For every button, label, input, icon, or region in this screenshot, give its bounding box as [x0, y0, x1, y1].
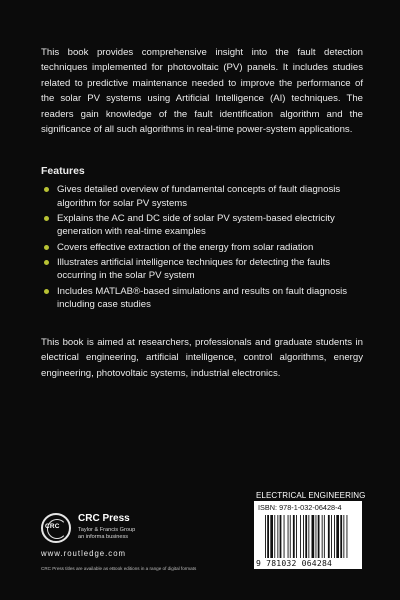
bullet-icon: [44, 260, 49, 265]
feature-text: Explains the AC and DC side of solar PV system-based electricity generation with real-time examples: [57, 212, 335, 238]
features-list: [41, 183, 366, 313]
ebook-note: CRC Press titles are available as eBook editions in a range of digital formats: [41, 566, 197, 571]
feature-item: [41, 183, 366, 210]
publisher-group: Taylor & Francis Group: [78, 527, 136, 533]
logo-text: CRC: [45, 523, 60, 530]
feature-text: Gives detailed overview of fundamental concepts of fault diagnosis algorithm for solar PV systems: [57, 184, 341, 209]
publisher-business: an informa business: [78, 534, 129, 540]
category-label: ELECTRICAL ENGINEERING: [256, 491, 366, 500]
publisher-subtitle: [78, 527, 135, 541]
feature-text: Illustrates artificial intelligence techniques for detecting the faults occurring in the solar PV system: [57, 256, 331, 282]
publisher-name: CRC Press: [78, 513, 130, 524]
feature-text: Includes MATLAB®-based simulations and results on fault diagnosis including case studies: [57, 285, 348, 311]
feature-item: [41, 212, 366, 239]
barcode-box: [254, 501, 362, 569]
audience-paragraph: This book is aimed at researchers, professionals and graduate students in electrical engineering, artificial intelligence, control algorithms, energy engineering, photovoltaic systems, industrial electronics.: [41, 337, 363, 379]
bullet-icon: [44, 289, 49, 294]
website-link[interactable]: www.routledge.com: [41, 549, 127, 558]
bullet-icon: [44, 216, 49, 221]
feature-text: Covers effective extraction of the energy from solar radiation: [57, 241, 314, 253]
feature-item: [41, 285, 366, 312]
feature-item: [41, 241, 366, 255]
barcode-number: 9 781032 064284: [256, 558, 333, 568]
barcode-icon: [265, 515, 357, 558]
bullet-icon: [44, 187, 49, 192]
bullet-icon: [44, 245, 49, 250]
isbn-label: ISBN: 978-1-032-06428-4: [258, 503, 342, 512]
intro-paragraph: This book provides comprehensive insight into the fault detection techniques implemented for photovoltaic (PV) panels. It includes studies related to predictive maintenance needed to improve the performance of the solar PV systems using Artificial Intelligence (AI) techniques. The readers gain knowledge of the fault identification algorithm and the significance of all such algorithms in real-time power-system applications.: [41, 47, 363, 136]
features-heading: Features: [41, 165, 85, 177]
feature-item: [41, 256, 366, 283]
